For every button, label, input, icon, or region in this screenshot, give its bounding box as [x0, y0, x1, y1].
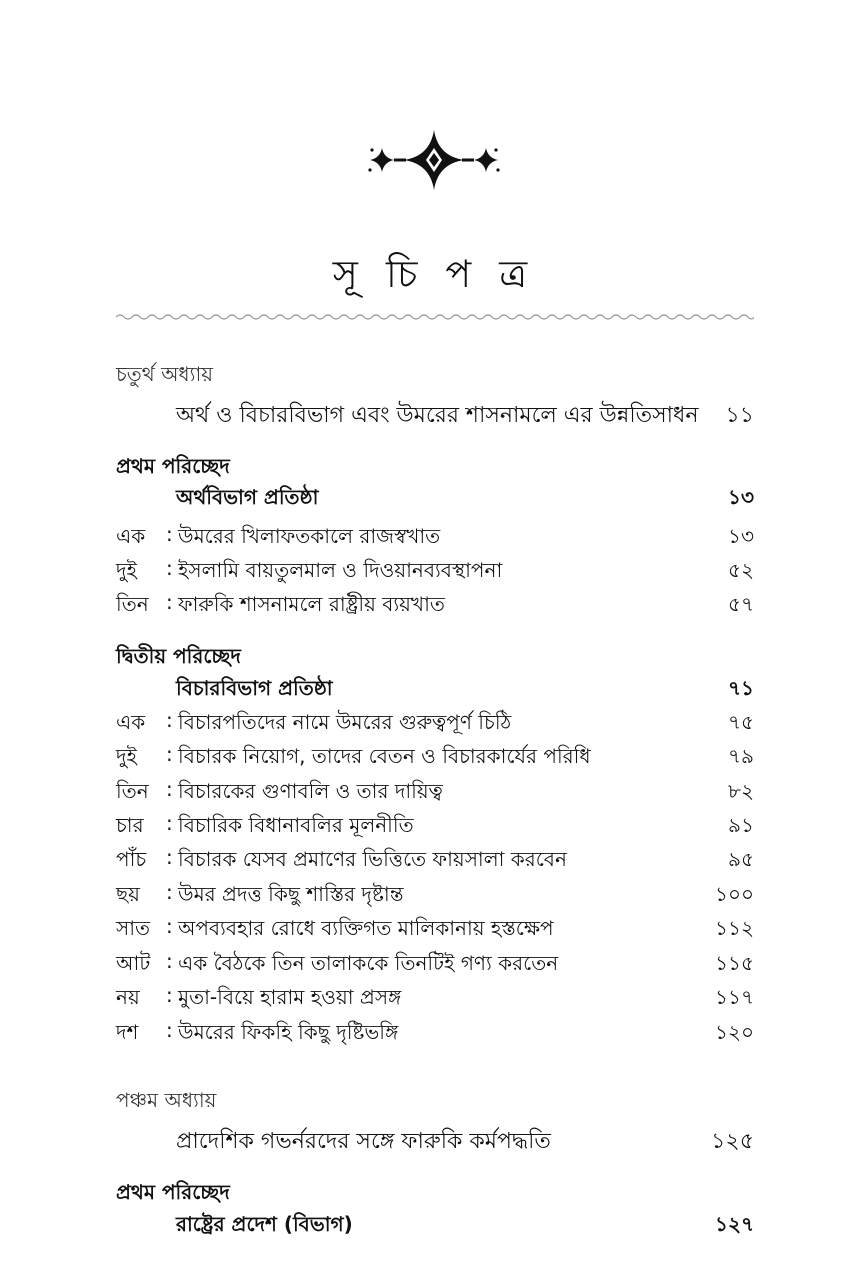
page-number: ১২৫	[711, 1129, 754, 1154]
entry-number: পাঁচ	[116, 847, 147, 871]
entry-text: অপব্যবহার রোধে ব্যক্তিগত মালিকানায় হস্তক্ষেপ	[178, 916, 554, 940]
toc-entry	[116, 880, 754, 910]
section-title-row	[176, 674, 754, 704]
decorative-ornament-icon	[364, 128, 504, 192]
entry-text: বিচারক নিয়োগ, তাদের বেতন ও বিচারকার্যের পরিধি	[178, 744, 591, 768]
page-number: ৮২	[728, 779, 754, 803]
chapter-title: অর্থ ও বিচারবিভাগ এবং উমরের শাসনামলে এর উন্নতিসাধন	[176, 403, 699, 428]
entry-text: উমরের খিলাফতকালে রাজস্বখাত	[178, 524, 441, 548]
entry-text: ফারুকি শাসনামলে রাষ্ট্রীয় ব্যয়খাত	[178, 592, 445, 616]
entry-colon: :	[166, 880, 173, 904]
entry-number: চার	[116, 813, 144, 837]
toc-entry	[116, 556, 754, 586]
section-title-row	[176, 483, 754, 513]
toc-entry	[116, 1018, 754, 1048]
section-heading: প্রথম পরিচ্ছেদ	[116, 454, 230, 478]
entry-text: বিচারক যেসব প্রমাণের ভিত্তিতে ফায়সালা করবেন	[178, 847, 567, 871]
entry-number: দুই	[116, 558, 137, 582]
entry-number: তিন	[116, 592, 149, 616]
entry-text: বিচারকের গুণাবলি ও তার দায়িত্ব	[178, 779, 443, 803]
entry-text: ইসলামি বায়তুলমাল ও দিওয়ানব্যবস্থাপনা	[178, 558, 503, 582]
entry-colon: :	[166, 1018, 173, 1042]
chapter-heading: চতুর্থ অধ্যায়	[116, 362, 214, 386]
page-number: ৯৫	[728, 847, 754, 871]
page-number: ১১৫	[715, 951, 754, 975]
entry-colon: :	[166, 777, 173, 801]
entry-colon: :	[166, 556, 173, 580]
section-heading: প্রথম পরিচ্ছেদ	[116, 1180, 230, 1204]
entry-colon: :	[166, 811, 173, 835]
entry-text: উমরের ফিকহি কিছু দৃষ্টিভঙ্গি	[178, 1020, 399, 1044]
page-number: ৫৭	[728, 592, 754, 616]
entry-colon: :	[166, 522, 173, 546]
toc-entry	[116, 811, 754, 841]
toc-entry	[116, 522, 754, 552]
page-number: ৫২	[728, 558, 754, 582]
page-number: ১৩	[728, 485, 754, 509]
page-number: ৭৫	[728, 710, 754, 734]
toc-entry	[116, 708, 754, 738]
entry-text: উমর প্রদত্ত কিছু শাস্তির দৃষ্টান্ত	[178, 882, 404, 906]
page-number: ১২৭	[715, 1212, 754, 1236]
toc-entry	[116, 914, 754, 944]
page-number: ৭১	[728, 676, 754, 700]
entry-number: তিন	[116, 779, 149, 803]
page-number: ১০০	[715, 882, 754, 906]
entry-number: এক	[116, 524, 146, 548]
chapter-title: প্রাদেশিক গভর্নরদের সঙ্গে ফারুকি কর্মপদ্ধতি	[176, 1129, 551, 1154]
toc-entry	[116, 949, 754, 979]
entry-colon: :	[166, 914, 173, 938]
entry-text: মুতা-বিয়ে হারাম হওয়া প্রসঙ্গ	[178, 985, 402, 1009]
chapter-title-row	[176, 1124, 754, 1158]
entry-number: আট	[116, 951, 151, 975]
entry-number: দুই	[116, 744, 137, 768]
entry-colon: :	[166, 590, 173, 614]
entry-text: বিচারিক বিধানাবলির মূলনীতি	[178, 813, 414, 837]
page-number: ১১৭	[715, 985, 754, 1009]
entry-colon: :	[166, 949, 173, 973]
page-title: সূ চি প ত্র	[332, 252, 536, 296]
page-number: ১১	[725, 403, 754, 428]
toc-entry	[116, 777, 754, 807]
section-title: অর্থবিভাগ প্রতিষ্ঠা	[176, 485, 319, 509]
entry-number: ছয়	[116, 882, 140, 906]
entry-text: বিচারপতিদের নামে উমরের গুরুত্বপূর্ণ চিঠি	[178, 710, 512, 734]
section-title: বিচারবিভাগ প্রতিষ্ঠা	[176, 676, 333, 700]
page-number: ১২০	[715, 1020, 754, 1044]
entry-number: নয়	[116, 985, 140, 1009]
section-heading: দ্বিতীয় পরিচ্ছেদ	[116, 644, 241, 668]
page-number: ১৩	[728, 524, 754, 548]
toc-entry	[116, 845, 754, 875]
toc-entry	[116, 742, 754, 772]
wavy-divider	[116, 312, 754, 322]
entry-colon: :	[166, 983, 173, 1007]
entry-colon: :	[166, 742, 173, 766]
entry-colon: :	[166, 708, 173, 732]
entry-number: সাত	[116, 916, 151, 940]
section-title-row	[176, 1210, 754, 1240]
chapter-title-row	[176, 398, 754, 432]
chapter-heading: পঞ্চম অধ্যায়	[116, 1088, 217, 1112]
page-number: ১১২	[715, 916, 754, 940]
page-number: ৭৯	[728, 744, 754, 768]
entry-text: এক বৈঠকে তিন তালাককে তিনটিই গণ্য করতেন	[178, 951, 559, 975]
toc-entry	[116, 590, 754, 620]
entry-number: দশ	[116, 1020, 139, 1044]
section-title: রাষ্ট্রের প্রদেশ (বিভাগ)	[176, 1212, 353, 1236]
page-number: ৯১	[728, 813, 754, 837]
entry-colon: :	[166, 845, 173, 869]
toc-entry	[116, 983, 754, 1013]
entry-number: এক	[116, 710, 146, 734]
